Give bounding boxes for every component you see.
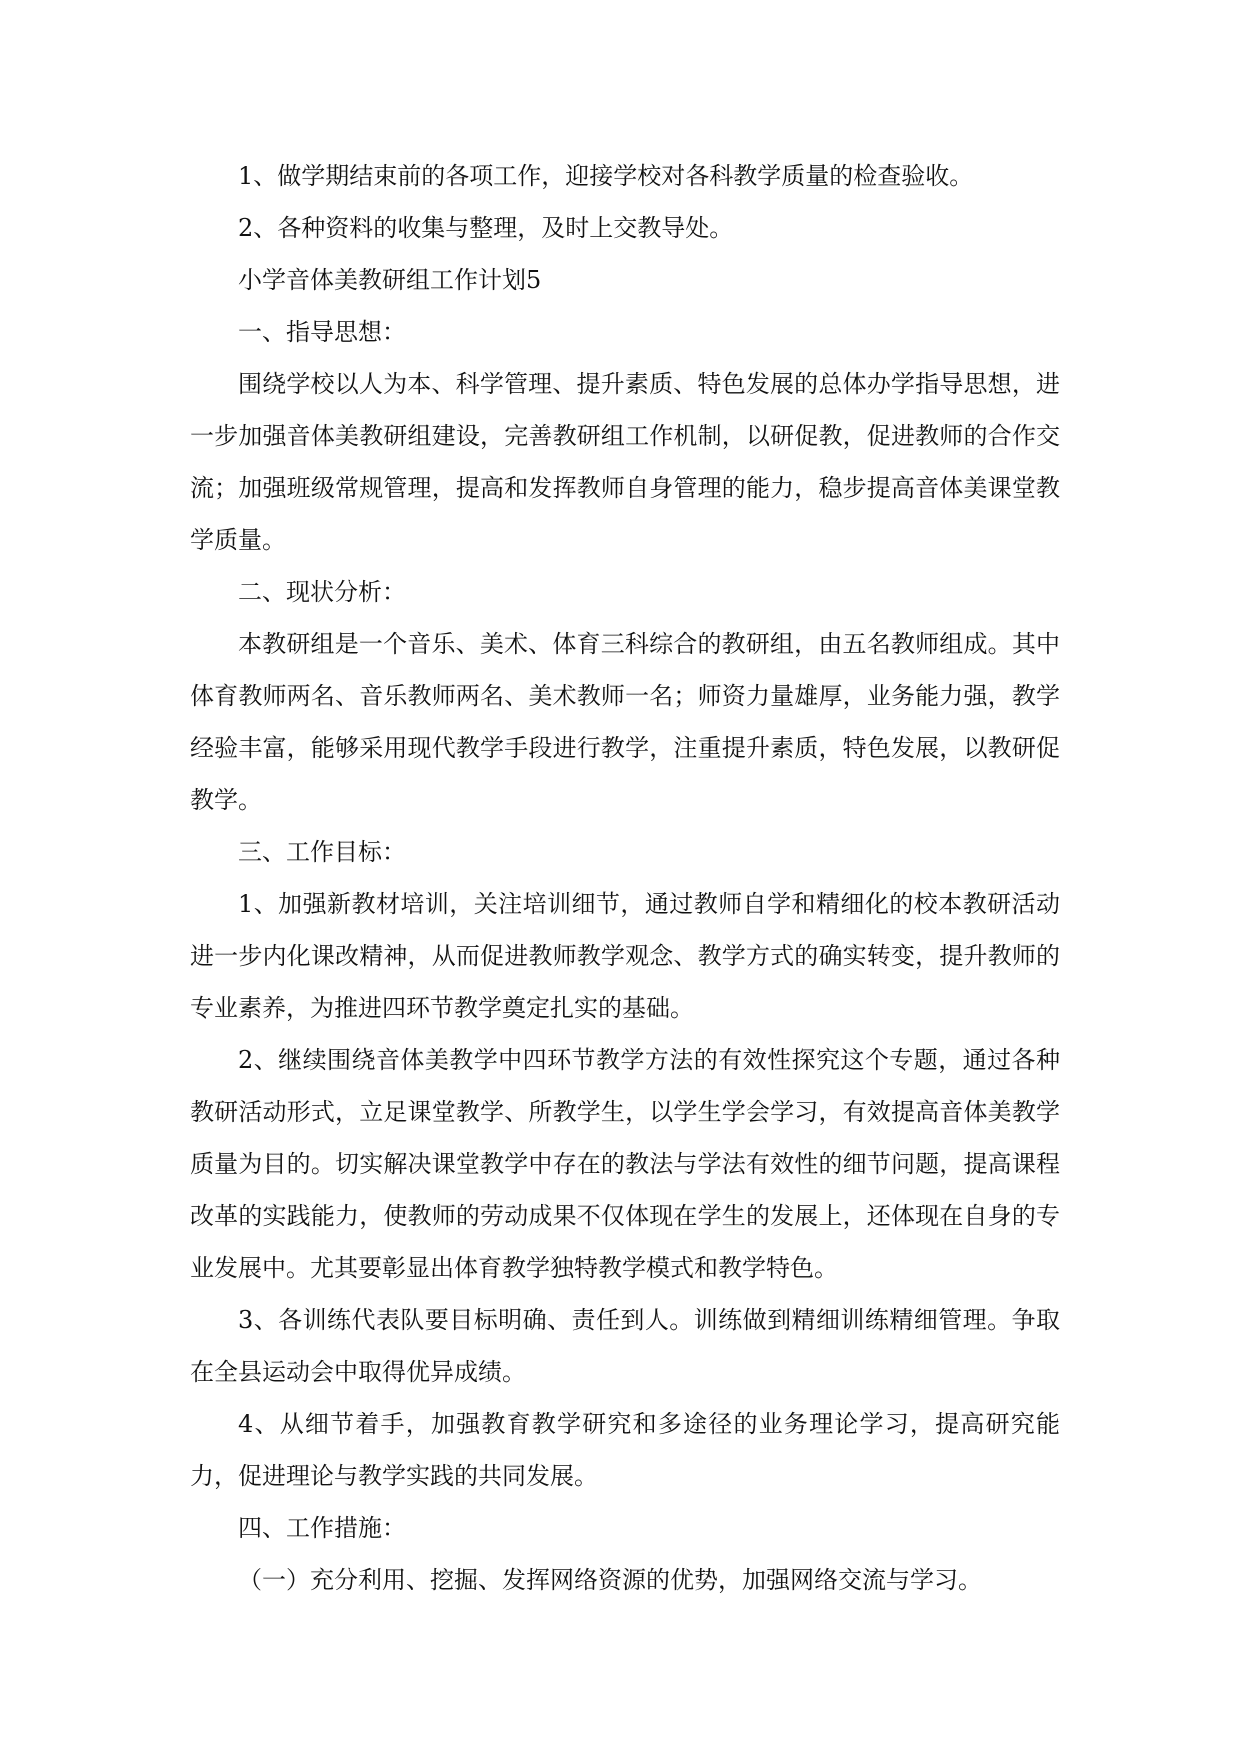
- goal-item-3: 3、各训练代表队要目标明确、责任到人。训练做到精细训练精细管理。争取在全县运动会中取得优异成绩。: [190, 1306, 1060, 1386]
- goal-item-4: 4、从细节着手，加强教育教学研究和多途径的业务理论学习，提高研究能力，促进理论与教学实践的共同发展。: [190, 1410, 1060, 1490]
- section-title: 小学音体美教研组工作计划5: [238, 266, 542, 294]
- paragraph-item-2: 2、各种资料的收集与整理，及时上交教导处。: [238, 214, 734, 242]
- goal-item-1: 1、加强新教材培训，关注培训细节，通过教师自学和精细化的校本教研活动进一步内化课改精神，从而促进教师教学观念、教学方式的确实转变，提升教师的专业素养，为推进四环节教学奠定扎实的基础。: [190, 890, 1060, 1022]
- heading-work-measures: 四、工作措施：: [238, 1514, 406, 1542]
- paragraph-status-analysis: 本教研组是一个音乐、美术、体育三科综合的教研组，由五名教师组成。其中体育教师两名、音乐教师两名、美术教师一名；师资力量雄厚，业务能力强，教学经验丰富，能够采用现代教学手段进行教学，注重提升素质，特色发展，以教研促教学。: [190, 630, 1060, 814]
- heading-status-analysis: 二、现状分析：: [238, 578, 406, 606]
- heading-work-goals: 三、工作目标：: [238, 838, 406, 866]
- heading-guiding-ideology: 一、指导思想：: [238, 318, 406, 346]
- goal-item-2: 2、继续围绕音体美教学中四环节教学方法的有效性探究这个专题，通过各种教研活动形式，立足课堂教学、所教学生，以学生学会学习，有效提高音体美教学质量为目的。切实解决课堂教学中存在的教法与学法有效性的细节问题，提高课程改革的实践能力，使教师的劳动成果不仅体现在学生的发展上，还体现在自身的专业发展中。尤其要彰显出体育教学独特教学模式和教学特色。: [190, 1046, 1060, 1282]
- document-body: [190, 150, 1060, 1606]
- measure-item-1: （一）充分利用、挖掘、发挥网络资源的优势，加强网络交流与学习。: [238, 1566, 982, 1594]
- paragraph-guiding-ideology: 围绕学校以人为本、科学管理、提升素质、特色发展的总体办学指导思想，进一步加强音体美教研组建设，完善教研组工作机制，以研促教，促进教师的合作交流；加强班级常规管理，提高和发挥教师自身管理的能力，稳步提高音体美课堂教学质量。: [190, 370, 1060, 554]
- paragraph-item-1: 1、做学期结束前的各项工作，迎接学校对各科教学质量的检查验收。: [238, 162, 974, 190]
